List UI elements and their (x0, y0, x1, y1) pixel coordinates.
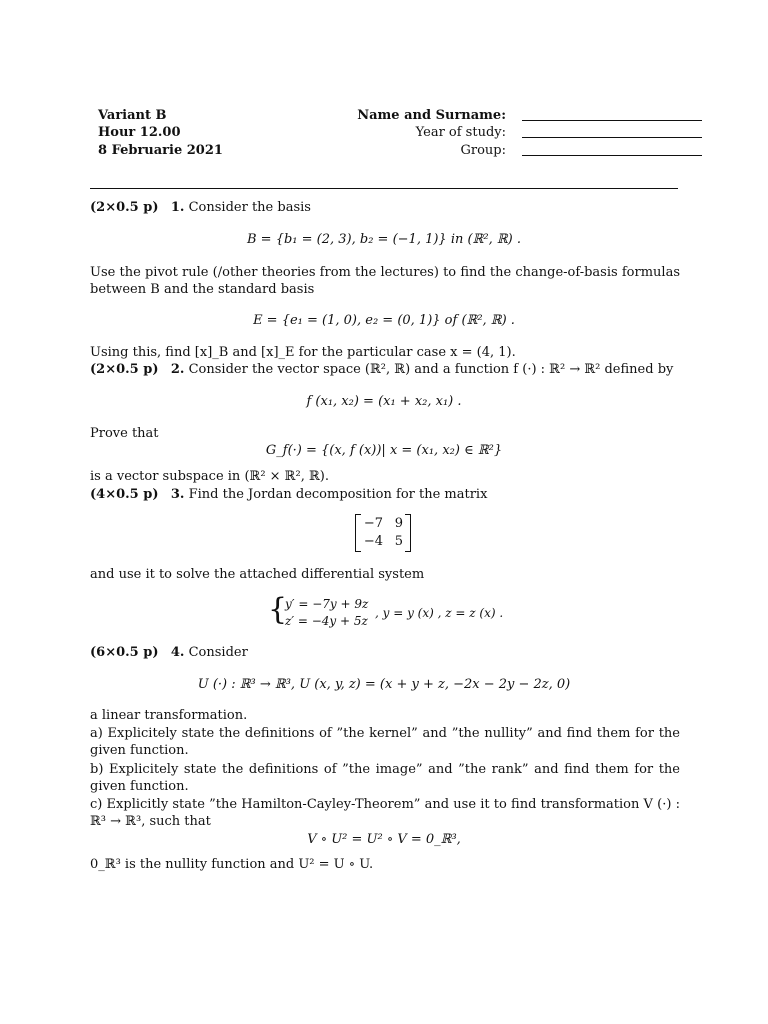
problem-3-heading (90, 487, 487, 502)
group-field-line[interactable] (522, 155, 702, 156)
problem-1-points: (2×0.5 p) (90, 200, 159, 215)
matrix-left-bracket (355, 514, 361, 552)
year-label: Year of study: (415, 125, 506, 140)
system-equation-2: z′ = −4y + 5z (285, 614, 368, 628)
variant-label: Variant B (98, 108, 167, 123)
problem-1-text: Use the pivot rule (/other theories from the lectures) to find the change-of-basis formulas between B and the standard basis (90, 265, 680, 297)
problem-4-equation-u: U (·) : ℝ³ → ℝ³, U (x, y, z) = (x + y + z, −2x − 2y − 2z, 0) (197, 677, 571, 692)
date-label: 8 Februarie 2021 (98, 143, 223, 158)
year-field-line[interactable] (522, 137, 702, 138)
problem-4-heading (90, 645, 248, 660)
problem-1-equation-basis: B = {b₁ = (2, 3), b₂ = (−1, 1)} in (ℝ², ℝ) . (247, 232, 521, 247)
problem-4-part-c: c) Explicitly state ”the Hamilton-Cayley-Theorem” and use it to find transformation V (·) : ℝ³ → ℝ³, such that (90, 797, 680, 829)
problem-4-points: (6×0.5 p) (90, 645, 159, 660)
problem-2-equation-f: f (x₁, x₂) = (x₁ + x₂, x₁) . (306, 394, 462, 409)
problem-2-heading (90, 362, 673, 377)
problem-4-text: a linear transformation. (90, 708, 248, 723)
group-label: Group: (460, 143, 506, 158)
problem-4-part-b: b) Explicitely state the definitions of ”the image” and ”the rank” and find them for the given function. (90, 762, 680, 794)
problem-4-equation-v: V ∘ U² = U² ∘ V = 0_ℝ³, (307, 832, 461, 847)
problem-1-task: Using this, find [x]_B and [x]_E for the particular case x = (4, 1). (90, 345, 516, 360)
matrix-right-bracket (405, 514, 411, 552)
problem-3-points: (4×0.5 p) (90, 487, 159, 502)
problem-2-number: 2. (170, 362, 185, 377)
system-equation-1: y′ = −7y + 9z (285, 597, 369, 611)
problem-2-points: (2×0.5 p) (90, 362, 159, 377)
problem-3-text: and use it to solve the attached differential system (90, 567, 425, 582)
problem-2-text: is a vector subspace in (ℝ² × ℝ², ℝ). (90, 469, 329, 484)
problem-2-intro: Consider the vector space (ℝ², ℝ) and a function f (·) : ℝ² → ℝ² defined by (188, 362, 674, 377)
problem-3-matrix (355, 514, 411, 552)
matrix-cell: 9 (394, 516, 403, 531)
matrix-cell: −7 (363, 516, 383, 531)
problem-2-equation-graph: G_f(·) = {(x, f (x))| x = (x₁, x₂) ∈ ℝ²} (265, 443, 503, 458)
problem-4-footnote: 0_ℝ³ is the nullity function and U² = U ∘ U. (90, 857, 374, 872)
name-field-line[interactable] (522, 120, 702, 121)
problem-3-number: 3. (170, 487, 185, 502)
problem-4-part-a: a) Explicitely state the definitions of ”the kernel” and ”the nullity” and find them for the given function. (90, 726, 680, 758)
header-divider (90, 188, 678, 189)
problem-1-heading (90, 200, 311, 215)
matrix-cell: −4 (363, 534, 383, 549)
problem-2-prove-label: Prove that (90, 426, 159, 441)
problem-1-intro: Consider the basis (188, 200, 311, 215)
matrix-cell: 5 (394, 534, 403, 549)
name-label: Name and Surname: (357, 108, 506, 123)
system-brace: { (268, 592, 288, 627)
problem-3-intro: Find the Jordan decomposition for the matrix (188, 487, 488, 502)
problem-4-intro: Consider (188, 645, 248, 660)
problem-1-number: 1. (170, 200, 185, 215)
hour-label: Hour 12.00 (98, 125, 181, 140)
problem-1-equation-standard: E = {e₁ = (1, 0), e₂ = (0, 1)} of (ℝ², ℝ) . (253, 313, 515, 328)
problem-4-number: 4. (170, 645, 185, 660)
system-conditions: , y = y (x) , z = z (x) . (375, 606, 504, 620)
